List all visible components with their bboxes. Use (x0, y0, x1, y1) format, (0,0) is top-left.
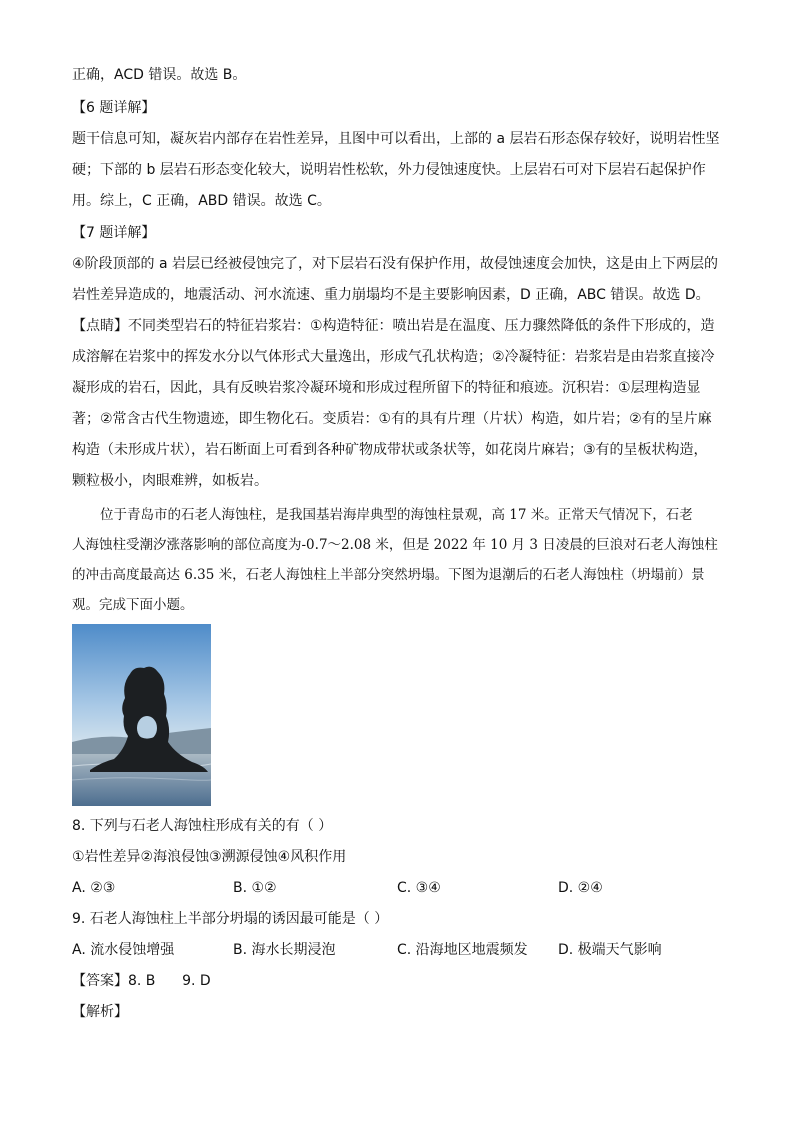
text-line: 人海蚀柱受潮汐涨落影响的部位高度为-0.7～2.08 米，但是 2022 年 10 月 3 日凌晨的巨浪对石老人海蚀柱 (72, 537, 718, 553)
text-line: 位于青岛市的石老人海蚀柱，是我国基岩海岸典型的海蚀柱景观，高 17 米。正常天气情况下，石老 (100, 507, 693, 523)
text-line: 正确，ACD 错误。故选 B。 (72, 67, 247, 83)
q7-heading: 【7 题详解】 (72, 225, 156, 241)
text-line: 岩性差异造成的，地震活动、河水流速、重力崩塌均不是主要影响因素，D 正确，ABC 错误。故选 D。 (72, 287, 710, 303)
option-d[interactable]: D. ②④ (558, 880, 603, 896)
q6-section (72, 93, 722, 217)
option-d[interactable]: D. 极端天气影响 (558, 942, 662, 958)
text-line: 构造（未形成片状），岩石断面上可看到各种矿物成带状或条状等，如花岗片麻岩；③有的呈板状构造， (72, 442, 708, 458)
text-line: 用。综上，C 正确，ABD 错误。故选 C。 (72, 193, 331, 209)
question-text: 9. 石老人海蚀柱上半部分坍塌的诱因最可能是（ ） (72, 911, 389, 927)
question-text: 8. 下列与石老人海蚀柱形成有关的有（ ） (72, 818, 333, 834)
text-line: 凝形成的岩石，因此，具有反映岩浆冷凝环境和形成过程所留下的特征和痕迹。沉积岩：①层理构造显 (72, 380, 701, 396)
text-line: ④阶段顶部的 a 岩层已经被侵蚀完了，对下层岩石没有保护作用，故侵蚀速度会加快，这是由上下两层的 (72, 256, 719, 272)
option-c[interactable]: C. 沿海地区地震频发 (397, 942, 528, 958)
statement-text: ①岩性差异②海浪侵蚀③溯源侵蚀④风积作用 (72, 849, 347, 865)
text-line: 成溶解在岩浆中的挥发水分以气体形式大量逸出，形成气孔状构造；②冷凝特征：岩浆岩是由岩浆直接冷 (72, 349, 715, 365)
option-b[interactable]: B. ①② (233, 880, 277, 896)
text-line: 观。完成下面小题。 (72, 597, 194, 613)
q6-heading: 【6 题详解】 (72, 100, 156, 116)
sea-stack-photo (72, 624, 211, 806)
q8-options (72, 873, 732, 904)
text-line: 硬；下部的 b 层岩石形态变化较大，说明岩性松软，外力侵蚀速度快。上层岩石可对下层岩石起保护作 (72, 162, 706, 178)
option-a[interactable]: A. 流水侵蚀增强 (72, 942, 175, 958)
q7-section (72, 218, 722, 311)
option-a[interactable]: A. ②③ (72, 880, 116, 896)
option-b[interactable]: B. 海水长期浸泡 (233, 942, 336, 958)
q9-options (72, 935, 732, 966)
q9-question (72, 904, 722, 935)
answer-text: 【答案】8. B 9. D (72, 973, 211, 989)
text-line: 【点睛】不同类型岩石的特征岩浆岩：①构造特征：喷出岩是在温度、压力骤然降低的条件下形成的，造 (72, 318, 715, 334)
paragraph-conclusion-5 (72, 60, 722, 91)
option-c[interactable]: C. ③④ (397, 880, 441, 896)
intro-paragraph (72, 500, 722, 620)
tip-section (72, 311, 722, 497)
answer-section (72, 966, 722, 1028)
text-line: 著；②常含古代生物遗迹，即生物化石。变质岩：①有的具有片理（片状）构造，如片岩；②有的呈片麻 (72, 411, 712, 427)
text-line: 颗粒极小，肉眼难辨，如板岩。 (72, 473, 268, 489)
text-line: 的冲击高度最高达 6.35 米，石老人海蚀柱上半部分突然坍塌。下图为退潮后的石老人海蚀柱（坍塌前）景 (72, 567, 705, 583)
text-line: 题干信息可知，凝灰岩内部存在岩性差异，且图中可以看出，上部的 a 层岩石形态保存较好，说明岩性坚 (72, 131, 720, 147)
q8-question (72, 811, 722, 873)
analysis-heading: 【解析】 (72, 1004, 128, 1020)
